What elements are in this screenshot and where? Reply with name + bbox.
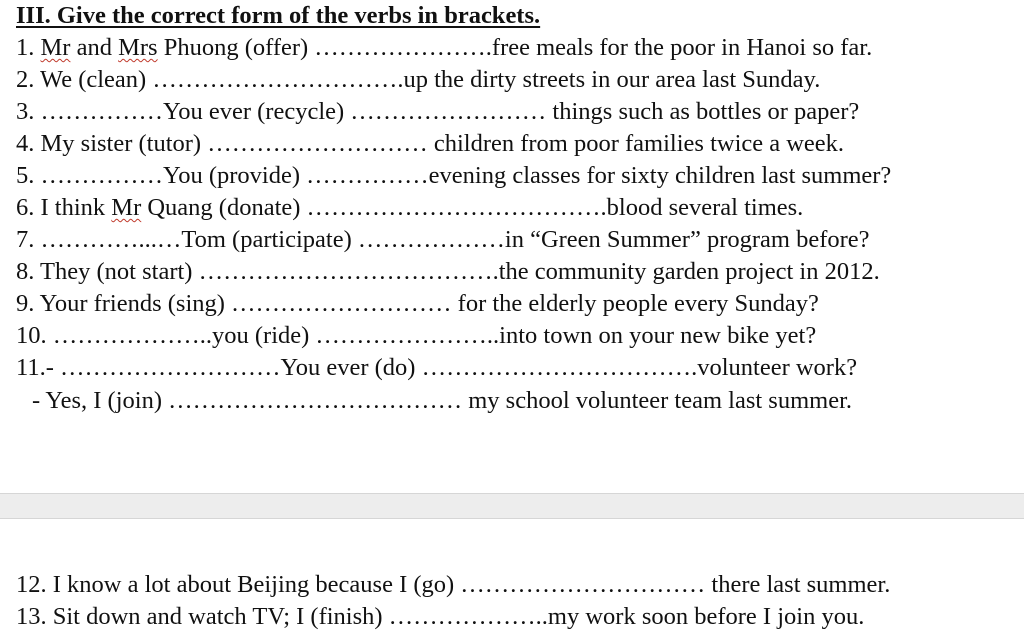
exercise-item-2: 2. We (clean) ………………………….up the dirty streets in our area last Sunday. — [16, 66, 821, 93]
exercise-item-5: 5. ……………You (provide) ……………evening classes for sixty children last summer? — [16, 162, 892, 189]
spellcheck-word: Mr — [111, 194, 142, 221]
exercise-item-9: 9. Your friends (sing) ……………………… for the elderly people every Sunday? — [16, 290, 819, 317]
page-break — [0, 493, 1024, 519]
exercise-item-4: 4. My sister (tutor) ……………………… children from poor families twice a week. — [16, 130, 845, 157]
exercise-item-1: 1. Mr and Mrs Phuong (offer) ………………….free meals for the poor in Hanoi so far. — [16, 34, 873, 61]
exercise-item-13: 13. Sit down and watch TV; I (finish) ………………..my work soon before I join you. — [16, 603, 865, 630]
exercise-item-7: 7. …………...…Tom (participate) ………………in “Green Summer” program before? — [16, 226, 870, 253]
exercise-item-10: 10. ………………..you (ride) …………………..into town on your new bike yet? — [16, 322, 817, 349]
exercise-item-12: 12. I know a lot about Beijing because I (go) ………………………… there last summer. — [16, 571, 891, 598]
exercise-heading: III. Give the correct form of the verbs in brackets. — [16, 2, 541, 29]
spellcheck-word: Mr — [40, 34, 71, 61]
exercise-item-8: 8. They (not start) ……………………………….the community garden project in 2012. — [16, 258, 880, 285]
spellcheck-word: Mrs — [118, 34, 158, 61]
exercise-item-6: 6. I think Mr Quang (donate) ……………………………….blood several times. — [16, 194, 804, 221]
exercise-item-3: 3. ……………You ever (recycle) …………………… things such as bottles or paper? — [16, 98, 860, 125]
exercise-item-11: 11.- ………………………You ever (do) …………………………….volunteer work? — [16, 354, 858, 381]
exercise-item-11-answer: - Yes, I (join) ……………………………… my school volunteer team last summer. — [32, 387, 852, 414]
